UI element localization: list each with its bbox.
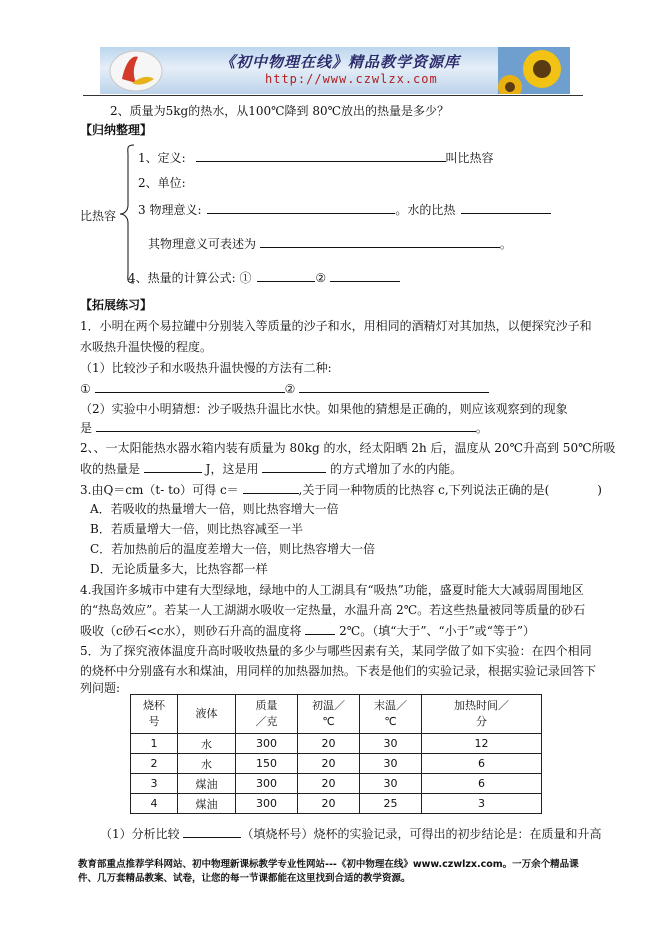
water-specific-heat-label: 。水的比热 [395, 203, 456, 217]
table-cell: 20 [298, 734, 360, 754]
table-cell: 12 [422, 734, 542, 754]
table-cell: 150 [236, 754, 298, 774]
page-footer: 教育部重点推荐学科网站、初中物理新课标教学专业性网站---《初中物理在线》www.czwlzx.com。一万余个精品课件、几万套精品教案、试卷，让您的每一节课都能在这里找到合适的教学资源。 [78, 859, 579, 884]
practice-heading: 【拓展练习】 [80, 298, 153, 312]
table-cell: 1 [131, 734, 178, 754]
circle-1: ① [80, 382, 91, 396]
summary-line-3 [138, 201, 551, 218]
table-cell: 300 [236, 794, 298, 814]
p3-option-b[interactable]: B．若质量增大一倍，则比热容减至一半 [90, 522, 303, 536]
table-cell: 水 [178, 754, 236, 774]
table-cell: 3 [131, 774, 178, 794]
table-header-cell: 质量 ／克 [236, 695, 298, 734]
p2-blank-method[interactable] [262, 460, 326, 473]
formula-blank-2[interactable] [330, 269, 400, 282]
table-cell: 20 [298, 774, 360, 794]
p1-sub-2b [80, 419, 488, 436]
p5-sub-1 [100, 825, 601, 842]
p2-heat-label: 收的热量是 [80, 462, 141, 476]
p2-line-1: 2、、一太阳能热水器水箱内装有质量为 80kg 的水，经太阳晒 2h 后，温度从 20℃升高到 50℃所吸 [80, 441, 616, 455]
site-logo [108, 49, 164, 93]
p5-sub-1-suffix: （填烧杯号）烧杯的实验记录，可得出的初步结论是：在质量和升高 [241, 827, 602, 841]
p1-line-1: 1．小明在两个易拉罐中分别装入等质量的沙子和水，用相同的酒精灯对其加热，以便探究沙子和 [80, 319, 592, 333]
p4-prefix: 吸收（c砂石<c水），则砂石升高的温度将 [80, 624, 302, 638]
p1-blank-2[interactable] [299, 380, 489, 393]
p5-line-2: 的烧杯中分别盛有水和煤油，用同样的加热器加热。下表是他们的实验记录，根据实验记录回答下 [80, 664, 597, 678]
sunflower-image [498, 47, 570, 94]
table-cell: 4 [131, 794, 178, 814]
header-rule [83, 95, 583, 96]
p1-sub-2: （2）实验中小明猜想：沙子吸热升温比水快。如果他的猜想是正确的，则应该观察到的现象 [80, 402, 568, 416]
p4-line-1: 4.我国许多城市中建有大型绿地，绿地中的人工湖具有“吸热”功能，盛夏时能大大减弱周围地区 [80, 583, 584, 597]
p3-paren: ) [597, 483, 602, 497]
table-row [131, 754, 542, 774]
table-cell: 煤油 [178, 794, 236, 814]
is-label: 是 [80, 421, 93, 435]
p4-suffix: 2℃。（填“大于”、“小于”或“等于”） [339, 624, 536, 638]
p2-line-2 [80, 460, 462, 477]
p3-formula: 3.由Q＝cm（t- to）可得 c＝ [80, 483, 239, 497]
question-2: 2、质量为5kg的热水，从100℃降到 80℃放出的热量是多少？ [110, 104, 450, 118]
left-brace [118, 143, 138, 285]
period: 。 [475, 421, 488, 435]
table-cell: 20 [298, 754, 360, 774]
table-cell: 300 [236, 734, 298, 754]
p5-sub-1-prefix: （1）分析比较 [100, 827, 180, 841]
table-cell: 20 [298, 794, 360, 814]
formula-label: 4、热量的计算公式: ① [128, 271, 252, 285]
table-row [131, 734, 542, 754]
p1-blank-3[interactable] [96, 419, 476, 432]
table-cell: 6 [422, 774, 542, 794]
table-cell: 30 [360, 774, 422, 794]
definition-label: 1、定义: [138, 151, 186, 165]
table-header-cell: 末温／ ℃ [360, 695, 422, 734]
banner-title: 《初中物理在线》精品教学资源库 [220, 53, 461, 71]
p3-question: ,关于同一种物质的比热容 c,下列说法正确的是( [298, 483, 550, 497]
table-cell: 水 [178, 734, 236, 754]
p4-line-2: 的“热岛效应”。若某一人工湖湖水吸收一定热量，水温升高 2℃。若这些热量被同等质量的砂石 [80, 603, 586, 617]
p1-line-2: 水吸热升温快慢的程度。 [80, 340, 213, 354]
table-header-cell: 加热时间／ 分 [422, 695, 542, 734]
table-header-row [131, 695, 542, 734]
table-cell: 2 [131, 754, 178, 774]
table-header-cell: 液体 [178, 695, 236, 734]
water-specific-heat-blank[interactable] [461, 201, 551, 214]
formula-blank-1[interactable] [257, 269, 315, 282]
p3-blank[interactable] [243, 481, 299, 494]
p5-line-1: 5．为了探究液体温度升高时吸收热量的多少与哪些因素有关，某同学做了如下实验：在四个相同 [80, 644, 592, 658]
summary-heading: 【归纳整理】 [80, 123, 153, 137]
circle-2: ② [284, 382, 296, 396]
p3-option-d[interactable]: D．无论质量多大，比热容都一样 [90, 562, 268, 576]
circle-2: ② [315, 271, 327, 285]
experiment-table [130, 694, 542, 814]
p1-blank-1[interactable] [95, 380, 285, 393]
definition-blank[interactable] [196, 149, 446, 162]
table-cell: 25 [360, 794, 422, 814]
brace-label: 比热容 [80, 209, 117, 223]
period: 。 [499, 237, 512, 251]
summary-line-4 [148, 235, 512, 252]
table-cell: 煤油 [178, 774, 236, 794]
table-cell: 300 [236, 774, 298, 794]
table-cell: 6 [422, 754, 542, 774]
p4-line-3 [80, 622, 535, 639]
table-row [131, 774, 542, 794]
table-cell: 30 [360, 734, 422, 754]
p3-stem [80, 481, 602, 498]
meaning-expression-label: 其物理意义可表述为 [148, 237, 257, 251]
table-header-cell: 烧杯 号 [131, 695, 178, 734]
p3-option-a[interactable]: A．若吸收的热量增大一倍，则比热容增大一倍 [90, 502, 339, 516]
p1-sub-1: （1）比较沙子和水吸热升温快慢的方法有二种: [80, 361, 332, 375]
p3-option-c[interactable]: C．若加热前后的温度差增大一倍，则比热容增大一倍 [90, 542, 376, 556]
table-cell: 30 [360, 754, 422, 774]
p2-method-label: J，这是用 [205, 462, 259, 476]
table-header-cell: 初温／ ℃ [298, 695, 360, 734]
meaning-expression-blank[interactable] [260, 235, 500, 248]
table-row [131, 794, 542, 814]
p1-choices [80, 380, 489, 397]
banner-url[interactable]: http://www.czwlzx.com [265, 72, 438, 86]
p2-blank-heat[interactable] [144, 460, 202, 473]
summary-line-1 [138, 149, 494, 166]
p2-suffix: 的方式增加了水的内能。 [330, 462, 463, 476]
p5-line-3: 列问题: [80, 681, 121, 695]
meaning-label: 3 物理意义: [138, 203, 202, 217]
summary-line-5 [128, 269, 400, 286]
definition-suffix: 叫比热容 [445, 151, 494, 165]
meaning-blank[interactable] [207, 201, 395, 214]
summary-line-2: 2、单位: [138, 176, 186, 190]
table-cell: 3 [422, 794, 542, 814]
site-banner [100, 47, 570, 94]
p5-blank-beakers[interactable] [183, 825, 241, 838]
p4-blank[interactable] [305, 622, 335, 635]
